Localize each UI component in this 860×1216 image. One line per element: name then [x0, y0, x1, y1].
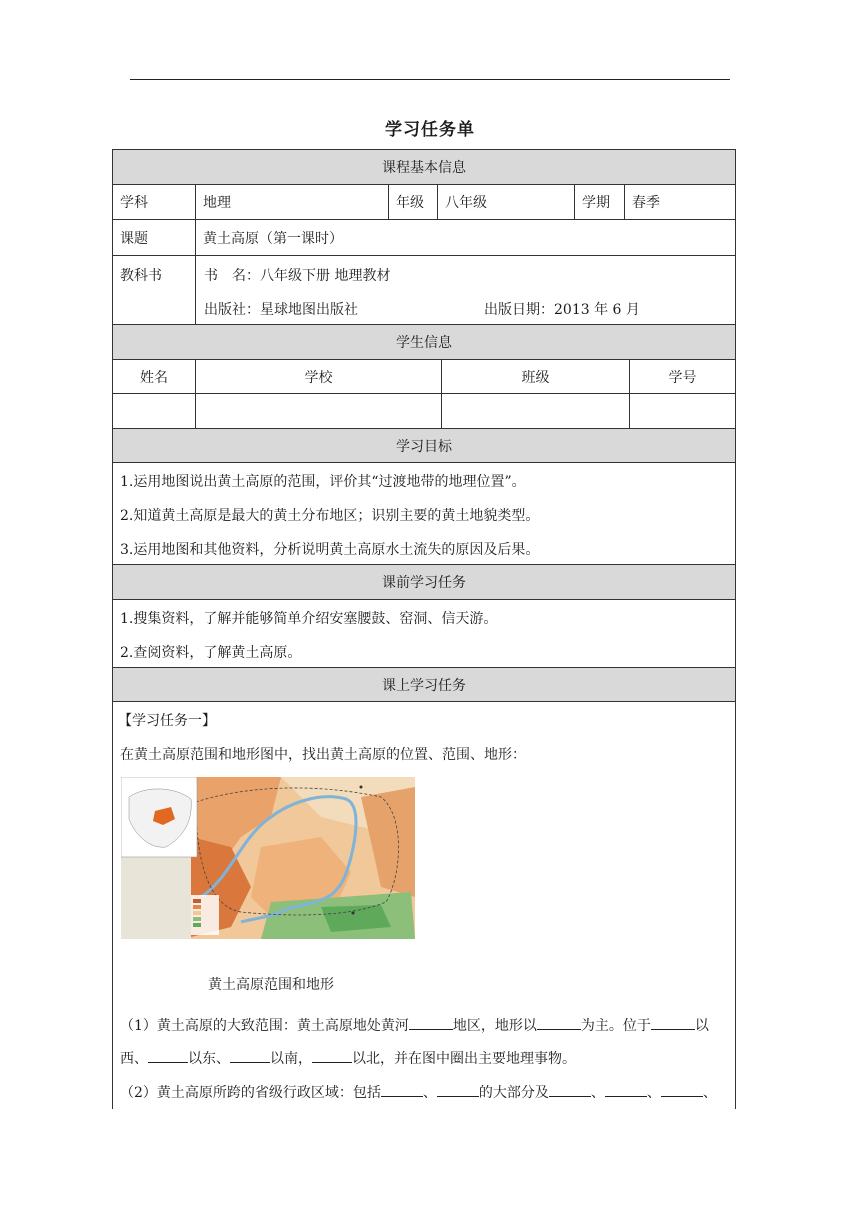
goal-item: 3.运用地图和其他资料，分析说明黄土高原水土流失的原因及后果。 — [120, 542, 540, 558]
q2-text: 、 — [422, 1085, 437, 1101]
col-class: 班级 — [441, 360, 629, 393]
map-caption: 黄土高原范围和地形 — [208, 977, 334, 993]
answer-blank[interactable] — [148, 1050, 188, 1063]
page-title: 学习任务单 — [385, 120, 475, 140]
publish-date: 出版日期：2013 年 6 月 — [484, 302, 640, 318]
answer-blank[interactable] — [312, 1050, 352, 1063]
pre-class-header-label: 课前学习任务 — [382, 575, 466, 591]
topic-label: 课题 — [120, 230, 148, 247]
course-info-header-label: 课程基本信息 — [382, 160, 466, 176]
answer-blank[interactable] — [549, 1084, 591, 1097]
answer-blank[interactable] — [437, 1084, 479, 1097]
answer-blank[interactable] — [661, 1084, 703, 1097]
q1-text: 地区，地形以 — [452, 1018, 537, 1034]
term-label: 学期 — [574, 185, 624, 219]
name-entry[interactable] — [113, 394, 195, 428]
answer-blank[interactable] — [537, 1017, 581, 1030]
subject-row — [113, 185, 735, 220]
book-name: 书 名：八年级下册 地理教材 — [204, 268, 391, 284]
subject-value: 地理 — [195, 185, 388, 219]
pre-class-item: 2.查阅资料，了解黄土高原。 — [120, 645, 302, 661]
q2-text: 、 — [590, 1085, 605, 1101]
answer-blank[interactable] — [651, 1017, 695, 1030]
goal-item: 2.知道黄土高原是最大的黄土分布地区；识别主要的黄土地貌类型。 — [120, 508, 540, 524]
student-columns-row — [113, 360, 735, 394]
textbook-row — [113, 256, 735, 325]
topic-value: 黄土高原（第一课时） — [195, 220, 735, 255]
goals-header-label: 学习目标 — [396, 438, 452, 455]
answer-blank[interactable] — [381, 1084, 423, 1097]
school-entry[interactable] — [195, 394, 441, 428]
in-class-body — [113, 702, 735, 1110]
answer-blank[interactable] — [605, 1084, 647, 1097]
task-one-title: 【学习任务一】 — [118, 713, 216, 729]
question-1-line-1 — [120, 1015, 709, 1035]
q2-text: 、 — [702, 1085, 717, 1101]
answer-blank[interactable] — [230, 1050, 270, 1063]
q1-text: 西、 — [120, 1051, 148, 1067]
grade-label: 年级 — [388, 185, 437, 219]
q2-text: 、 — [646, 1085, 661, 1101]
pre-class-item: 1.搜集资料，了解并能够简单介绍安塞腰鼓、窑洞、信天游。 — [120, 611, 498, 627]
col-student-id: 学号 — [629, 360, 735, 393]
in-class-header-label: 课上学习任务 — [382, 677, 466, 694]
q1-text: 以南， — [270, 1051, 312, 1067]
q1-text: 以东、 — [188, 1051, 230, 1067]
pre-class-header — [113, 565, 735, 600]
student-id-entry[interactable] — [629, 394, 735, 428]
goal-item: 1.运用地图说出黄土高原的范围，评价其“过渡地带的地理位置”。 — [120, 474, 526, 490]
subject-label: 学科 — [120, 195, 148, 211]
publisher: 出版社：星球地图出版社 — [204, 302, 358, 318]
q1-text: 以 — [694, 1018, 709, 1034]
topic-row — [113, 220, 735, 256]
student-info-header — [113, 325, 735, 360]
pre-class-body — [113, 600, 735, 668]
answer-blank[interactable] — [409, 1017, 453, 1030]
col-name: 姓名 — [140, 369, 168, 386]
top-rule — [130, 79, 730, 80]
q2-text: 的大部分及 — [478, 1085, 549, 1101]
in-class-header — [113, 668, 735, 702]
class-entry[interactable] — [441, 394, 629, 428]
course-info-header — [113, 150, 735, 185]
q1-text: （1）黄土高原的大致范围：黄土高原地处黄河 — [120, 1018, 409, 1034]
col-school: 学校 — [195, 360, 441, 393]
textbook-label: 教科书 — [120, 268, 162, 284]
q1-text: 为主。位于 — [580, 1018, 651, 1034]
loess-plateau-map — [121, 777, 415, 939]
student-info-header-label: 学生信息 — [396, 335, 452, 351]
student-entry-row — [113, 394, 735, 429]
textbook-details — [195, 256, 735, 324]
question-1-line-2 — [120, 1048, 576, 1068]
task-instruction: 在黄土高原范围和地形图中，找出黄土高原的位置、范围、地形： — [120, 747, 526, 763]
goals-body — [113, 463, 735, 565]
term-value: 春季 — [624, 185, 735, 219]
grade-value: 八年级 — [437, 185, 574, 219]
goals-header — [113, 429, 735, 463]
task-sheet-table — [112, 149, 736, 1109]
q1-text: 以北，并在图中圈出主要地理事物。 — [352, 1051, 576, 1067]
q2-text: （2）黄土高原所跨的省级行政区域：包括 — [120, 1085, 381, 1101]
question-2-line-1 — [120, 1082, 717, 1102]
